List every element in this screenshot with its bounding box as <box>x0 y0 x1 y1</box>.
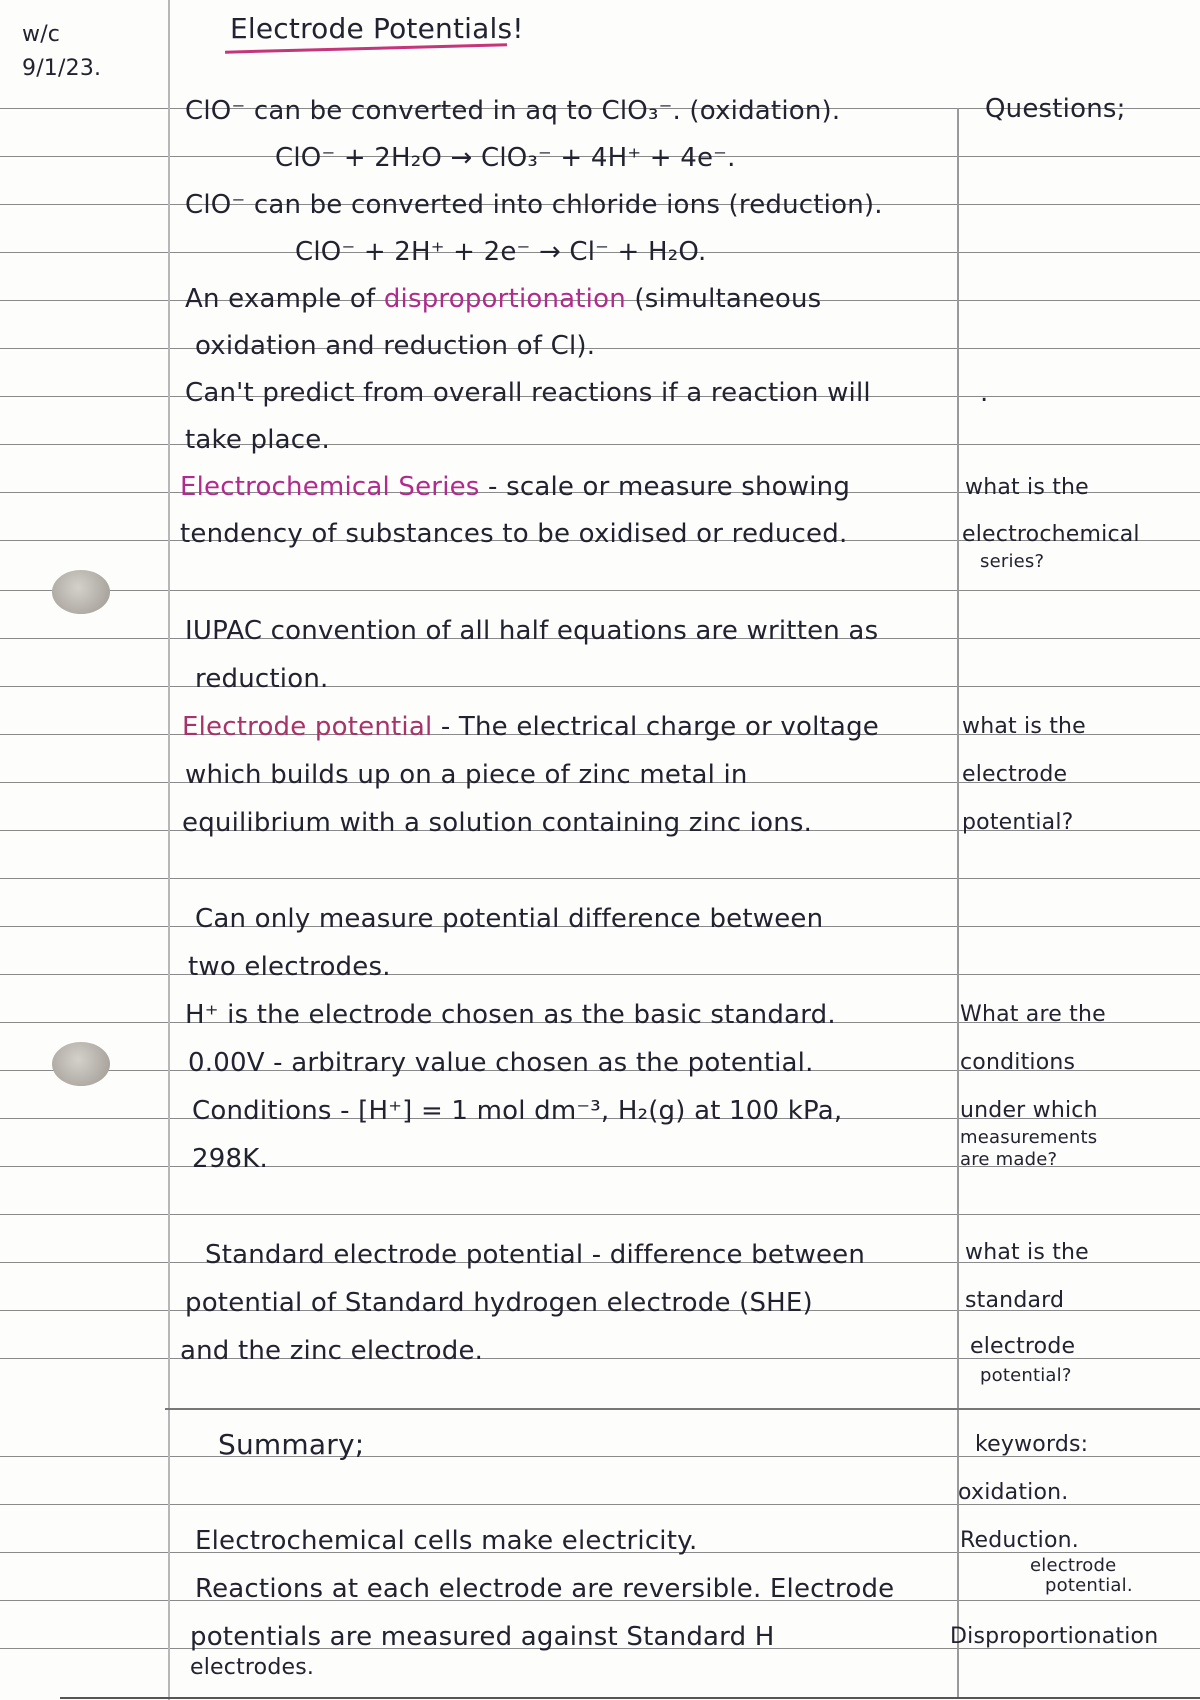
keyword-item: electrode <box>1030 1555 1117 1576</box>
note-line: 298K. <box>192 1144 268 1174</box>
ruled-line <box>0 1214 1200 1215</box>
question-1-line: series? <box>980 551 1045 572</box>
question-3-line: conditions <box>960 1050 1076 1075</box>
note-text: - scale or measure showing <box>479 472 851 502</box>
note-line: 0.00V - arbitrary value chosen as the potential. <box>188 1048 814 1078</box>
note-line: which builds up on a piece of zinc metal in <box>185 760 748 790</box>
question-dot: . <box>980 378 989 408</box>
note-line <box>180 472 850 502</box>
note-line: Standard electrode potential - difference between <box>205 1240 866 1270</box>
note-line <box>182 712 879 742</box>
summary-line: Electrochemical cells make electricity. <box>195 1526 698 1556</box>
note-line: equilibrium with a solution containing zinc ions. <box>182 808 813 838</box>
keyword-item: Disproportionation <box>950 1624 1159 1649</box>
note-line: take place. <box>185 425 330 455</box>
questions-column-line <box>957 108 959 1698</box>
note-line: oxidation and reduction of Cl). <box>195 331 596 361</box>
note-line: ClO⁻ can be converted in aq to ClO₃⁻. (oxidation). <box>185 96 841 126</box>
ruled-line <box>0 974 1200 975</box>
ruled-line <box>0 878 1200 879</box>
questions-header: Questions; <box>985 94 1126 124</box>
summary-line: potentials are measured against Standard H <box>190 1622 775 1652</box>
question-1-line: what is the <box>965 475 1089 500</box>
question-4-line: what is the <box>965 1240 1089 1265</box>
note-line: two electrodes. <box>188 952 391 982</box>
keyword-item: Reduction. <box>960 1528 1079 1553</box>
note-line: H⁺ is the electrode chosen as the basic standard. <box>185 1000 836 1030</box>
question-1-line: electrochemical <box>962 522 1140 547</box>
summary-divider <box>165 1408 1200 1410</box>
note-line: Can't predict from overall reactions if a reaction will <box>185 378 871 408</box>
note-line: Can only measure potential difference between <box>195 904 824 934</box>
summary-line: electrodes. <box>190 1655 315 1680</box>
keyword-item: potential. <box>1045 1575 1133 1596</box>
note-line: and the zinc electrode. <box>180 1336 484 1366</box>
question-2-line: electrode <box>962 762 1068 787</box>
page-title: Electrode Potentials! <box>230 12 524 45</box>
ruled-line <box>0 590 1200 591</box>
question-3-line: under which <box>960 1098 1098 1123</box>
note-line <box>185 284 821 314</box>
question-2-line: what is the <box>962 714 1086 739</box>
note-line: tendency of substances to be oxidised or reduced. <box>180 519 848 549</box>
bottom-line <box>60 1697 1200 1699</box>
keyword-disproportionation: disproportionation <box>383 284 626 314</box>
summary-title: Summary; <box>218 1428 365 1461</box>
note-line: potential of Standard hydrogen electrode (SHE) <box>185 1288 813 1318</box>
question-4-line: standard <box>965 1288 1065 1313</box>
equation-reduction: ClO⁻ + 2H⁺ + 2e⁻ → Cl⁻ + H₂O. <box>295 237 707 267</box>
question-4-line: potential? <box>980 1365 1072 1386</box>
date-line-1: w/c <box>22 22 61 47</box>
question-3-line: are made? <box>960 1149 1058 1170</box>
note-text: - The electrical charge or voltage <box>432 712 879 742</box>
note-text: (simultaneous <box>625 284 822 314</box>
question-4-line: electrode <box>970 1334 1076 1359</box>
date-line-2: 9/1/23. <box>22 56 102 81</box>
ruled-line <box>0 348 1200 349</box>
note-line: IUPAC convention of all half equations are written as <box>185 616 879 646</box>
keywords-header: keywords: <box>975 1432 1089 1457</box>
note-line: reduction. <box>195 664 329 694</box>
margin-line <box>168 0 170 1700</box>
ruled-line <box>0 444 1200 445</box>
note-line: ClO⁻ can be converted into chloride ions (reduction). <box>185 190 883 220</box>
equation-oxidation: ClO⁻ + 2H₂O → ClO₃⁻ + 4H⁺ + 4e⁻. <box>275 143 736 173</box>
summary-line: Reactions at each electrode are reversible. Electrode <box>195 1574 895 1604</box>
keyword-electrode-potential: Electrode potential <box>182 712 433 742</box>
note-line: Conditions - [H⁺] = 1 mol dm⁻³, H₂(g) at 100 kPa, <box>192 1096 843 1126</box>
note-text: An example of <box>185 284 384 314</box>
question-3-line: What are the <box>960 1002 1106 1027</box>
ruled-line <box>0 686 1200 687</box>
question-3-line: measurements <box>960 1127 1098 1148</box>
keyword-item: oxidation. <box>958 1480 1069 1505</box>
question-2-line: potential? <box>962 810 1074 835</box>
keyword-electrochemical-series: Electrochemical Series <box>180 472 480 502</box>
punch-hole <box>52 1042 110 1086</box>
punch-hole <box>52 570 110 614</box>
